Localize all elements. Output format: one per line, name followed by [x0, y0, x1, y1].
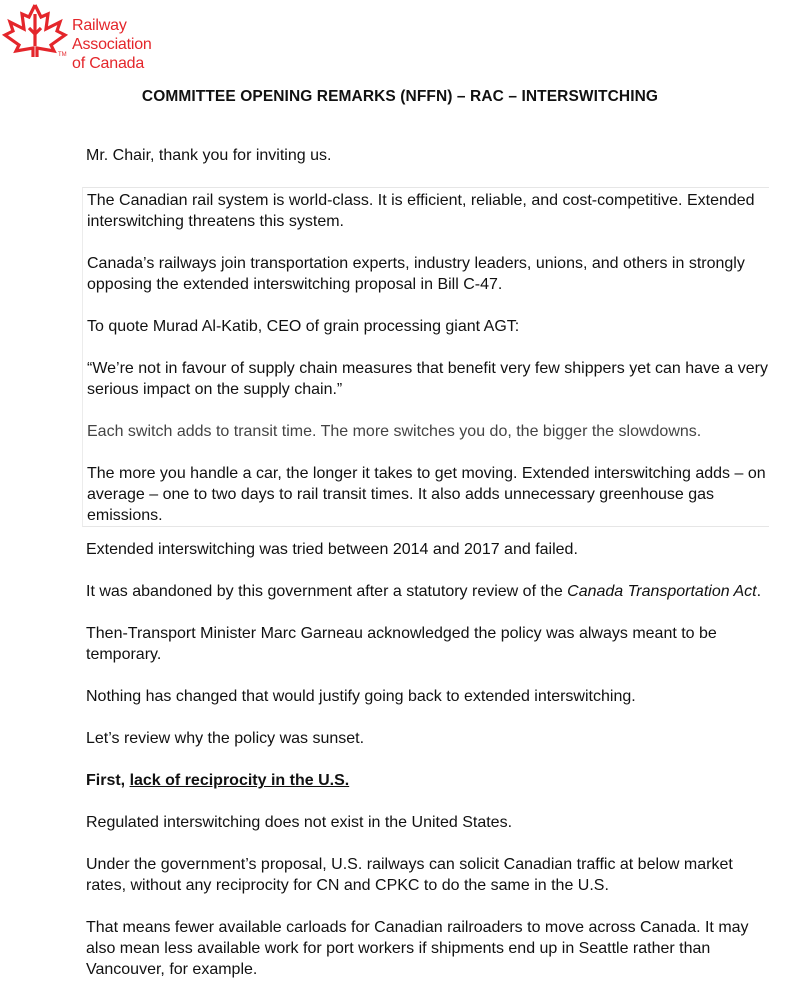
- paragraph-tried: Extended interswitching was tried between 2014 and 2017 and failed.: [86, 541, 578, 558]
- paragraph-quote-intro: To quote Murad Al-Katib, CEO of grain processing giant AGT:: [87, 318, 520, 335]
- abandoned-text: It was abandoned by this government after a statutory review of the: [86, 583, 568, 600]
- maple-leaf-icon: [2, 2, 68, 58]
- paragraph-carloads: That means fewer available carloads for Canadian railroaders to move across Canada. It may also mean less available work for port workers if shipments end up in Seattle rather than Vancouver, for example.: [86, 919, 749, 978]
- paragraph-nothing-changed: Nothing has changed that would justify going back to extended interswitching.: [86, 688, 636, 705]
- paragraph-transit-time: Each switch adds to transit time. The more switches you do, the bigger the slowdowns.: [87, 423, 702, 440]
- abandoned-end: .: [756, 583, 762, 600]
- paragraph-abandoned: [86, 581, 776, 602]
- paragraph-quote: “We’re not in favour of supply chain measures that benefit very few shippers yet can have a very serious impact on the supply chain.”: [87, 360, 768, 398]
- paragraph-proposal: Under the government’s proposal, U.S. railways can solicit Canadian traffic at below market rates, without any reciprocity for CN and CPKC to do the same in the U.S.: [86, 856, 733, 894]
- act-name: Canada Transportation Act: [567, 583, 757, 600]
- document-title: COMMITTEE OPENING REMARKS (NFFN) – RAC – INTERSWITCHING: [141, 88, 659, 105]
- paragraph-us-regulation: Regulated interswitching does not exist in the United States.: [86, 814, 513, 831]
- document-body: [86, 145, 776, 1001]
- paragraph-greeting: Mr. Chair, thank you for inviting us.: [86, 147, 332, 164]
- paragraph-world-class: The Canadian rail system is world-class. It is efficient, reliable, and cost-competitive. Extended interswitching threatens this system.: [87, 192, 755, 230]
- logo-line-2: of Canada: [72, 55, 145, 72]
- paragraph-garneau: Then-Transport Minister Marc Garneau acknowledged the policy was always meant to be temporary.: [86, 625, 717, 663]
- tm-mark: TM: [58, 52, 67, 58]
- paragraph-opposition: Canada’s railways join transportation experts, industry leaders, unions, and others in strongly opposing the extended interswitching proposal in Bill C-47.: [87, 255, 745, 293]
- highlighted-block: [82, 187, 769, 527]
- rac-logo: [2, 2, 202, 72]
- heading-underlined: lack of reciprocity in the U.S.: [129, 772, 350, 789]
- paragraph-review: Let’s review why the policy was sunset.: [86, 730, 365, 747]
- heading-prefix: First,: [86, 772, 130, 789]
- logo-wordmark: [72, 16, 202, 73]
- paragraph-handling: The more you handle a car, the longer it takes to get moving. Extended interswitching adds – on average – one to two days to rail transit times. It also adds unnecessary greenhouse gas emissions.: [87, 465, 766, 524]
- logo-line-1: Railway Association: [72, 17, 152, 53]
- section-heading-reciprocity: [86, 770, 776, 791]
